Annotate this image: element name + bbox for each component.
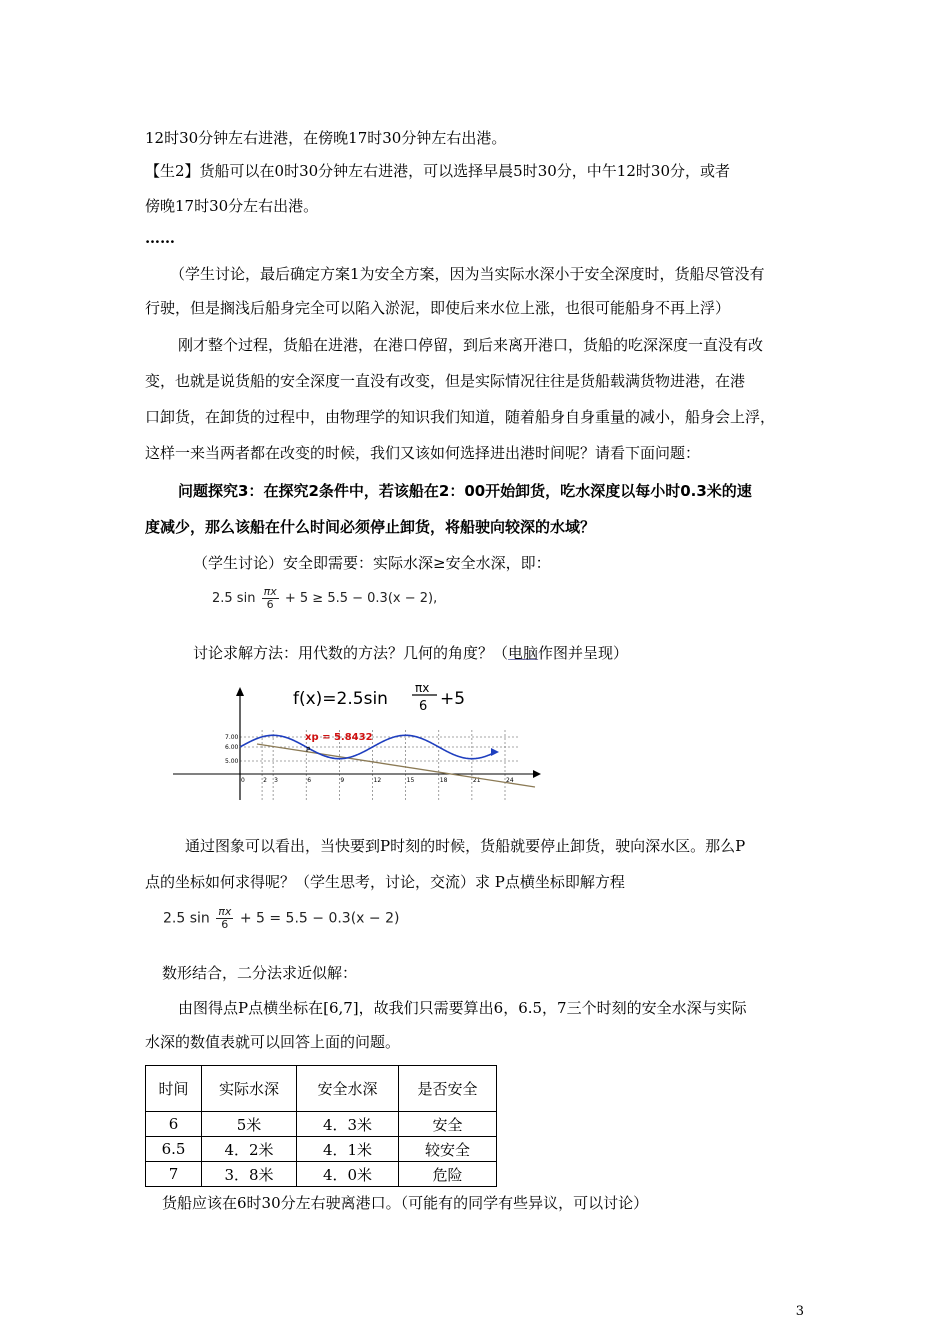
formula-term: 2.5 sin [163,910,210,927]
paragraph-line: 【生2】货船可以在0时30分钟左右进港，可以选择早晨5时30分，中午12时30分，或者 [145,162,730,180]
paragraph-line: 行驶，但是搁浅后船身完全可以陷入淤泥，即使后来水位上涨，也很可能船身不再上浮） [145,299,731,317]
equation-formula [163,906,399,931]
discussion-line [193,643,628,663]
x-tick-label: 21 [472,777,481,784]
paragraph-line: 这样一来当两者都在改变的时候，我们又该如何选择进出港时间呢？请看下面问题： [145,444,701,462]
formula-term: 2.5 sin [212,591,256,606]
y-axis-arrow-icon [236,687,244,696]
table-header-row [146,1066,497,1112]
table-header-cell: 安全水深 [297,1066,399,1112]
table-cell: 4．0米 [297,1162,399,1187]
discussion-text: 作图并呈现） [538,644,629,662]
table-row [146,1162,497,1187]
x-tick-label: 2 [263,777,267,784]
intersection-annotation: xp = 5.8432 [305,732,373,743]
x-tick-label: 0 [241,777,245,784]
table-header-cell: 时间 [146,1066,202,1112]
table-cell: 安全 [399,1112,497,1137]
table-cell: 危险 [399,1162,497,1187]
problem-heading-line: 问题探究3：在探究2条件中，若该船在2：00开始卸货，吃水深度以每小时0.3米的速 [178,482,752,500]
table-cell: 较安全 [399,1137,497,1162]
formula-term: + 5 ≥ 5.5 − 0.3(x − 2) [284,591,434,606]
table-cell: 7 [146,1162,202,1187]
table-cell: 4．1米 [297,1137,399,1162]
x-tick-label: 6 [307,777,312,784]
fraction [262,586,279,611]
fraction-numerator: πx [218,905,232,918]
computer-link[interactable]: 电脑 [508,644,539,662]
graph-title-suffix: +5 [440,689,466,709]
discussion-line: （学生讨论）安全即需要：实际水深≥安全水深，即： [193,554,551,572]
function-graph [165,682,545,804]
paragraph-line: 通过图象可以看出，当快要到P时刻的时候，货船就要停止卸货，驶向深水区。那么P [185,837,746,855]
table-header-cell: 是否安全 [399,1066,497,1112]
table-cell: 4．3米 [297,1112,399,1137]
x-tick-label: 18 [439,777,448,784]
page-number: 3 [795,1304,804,1319]
paragraph-line: 刚才整个过程，货船在进港，在港口停留，到后来离开港口，货船的吃深深度一直没有改 [178,336,764,354]
paragraph-line: 数形结合，二分法求近似解： [162,964,358,982]
depth-table [145,1065,497,1187]
table-cell: 3．8米 [202,1162,297,1187]
table-cell: 5米 [202,1112,297,1137]
x-axis-arrow-icon [533,770,541,778]
x-tick-label: 9 [340,777,345,784]
paragraph-line: 由图得点P点横坐标在[6,7]，故我们只需要算出6，6.5，7三个时刻的安全水深与实际 [178,999,747,1017]
formula-term: + 5 = 5.5 − 0.3(x − 2) [239,910,400,927]
fraction [216,906,233,931]
y-tick-label: 5.00 [225,758,239,765]
paragraph-line: 12时30分钟左右进港，在傍晚17时30分钟左右出港。 [145,129,507,147]
paragraph-line: 傍晚17时30分左右出港。 [145,197,319,215]
y-tick-label: 7.00 [225,734,239,741]
paragraph-line: （学生讨论，最后确定方案1为安全方案，因为当实际水深小于安全深度时，货船尽管没有 [170,265,765,283]
table-row [146,1137,497,1162]
paragraph-line: 点的坐标如何求得呢？（学生思考，讨论，交流）求 P点横坐标即解方程 [145,873,625,891]
ellipsis: …… [145,229,175,247]
table-cell: 4．2米 [202,1137,297,1162]
fraction-denominator: 6 [221,918,229,931]
table-row [146,1112,497,1137]
graph-title-numerator: πx [415,682,430,695]
curve-arrow-icon [491,748,499,756]
problem-heading-line: 度减少，那么该船在什么时间必须停止卸货，将船驶向较深的水域？ [145,518,596,536]
paragraph-line: 变，也就是说货船的安全深度一直没有改变，但是实际情况往往是货船载满货物进港，在港 [145,372,746,390]
x-tick-label: 15 [406,777,415,784]
x-tick-label: 24 [506,777,514,784]
formula-tail: , [433,591,438,606]
paragraph-line: 口卸货，在卸货的过程中，由物理学的知识我们知道，随着船身自身重量的减小，船身会上浮， [145,408,776,426]
table-cell: 6.5 [146,1137,202,1162]
conclusion-line: 货船应该在6时30分左右驶离港口。（可能有的同学有些异议，可以讨论） [162,1194,649,1212]
fraction-denominator: 6 [266,598,274,611]
x-tick-label: 12 [373,777,382,784]
x-tick-label: 3 [274,777,278,784]
inequality-formula [212,586,437,611]
point-p-label: P [306,746,311,754]
table-cell: 6 [146,1112,202,1137]
graph-title: f(x)=2.5sin [293,689,388,709]
y-tick-label: 6.00 [225,744,239,751]
paragraph-line: 水深的数值表就可以回答上面的问题。 [145,1033,401,1051]
discussion-text: 讨论求解方法：用代数的方法？几何的角度？（ [193,644,509,662]
table-header-cell: 实际水深 [202,1066,297,1112]
fraction-numerator: πx [263,585,277,598]
graph-title-denominator: 6 [419,699,428,714]
